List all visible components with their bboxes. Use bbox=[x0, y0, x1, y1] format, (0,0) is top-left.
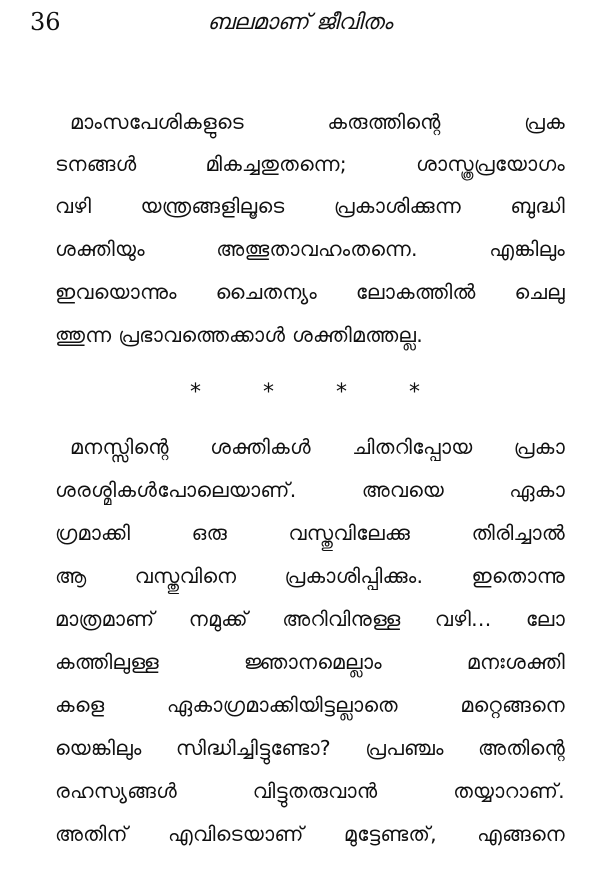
paragraph-line: ശക്തിയും അത്ഭുതാവഹംതന്നെ. എങ്കിലും bbox=[55, 237, 565, 261]
paragraph-line: കത്തിലുള്ള ജ്ഞാനമെല്ലാം മനഃശക്തി bbox=[55, 650, 565, 674]
paragraph-line: യെങ്കിലും സിദ്ധിച്ചിട്ടുണ്ടോ? പ്രപഞ്ചം അതിന്റെ bbox=[55, 736, 565, 760]
separator-star: * bbox=[336, 380, 347, 405]
paragraph-line: കളെ ഏകാഗ്രമാക്കിയിട്ടല്ലാതെ മറ്റെങ്ങനെ bbox=[55, 693, 565, 717]
separator-star: * bbox=[409, 380, 420, 405]
paragraph-line: ഗ്രമാക്കി ഒരു വസ്തുവിലേക്കു തിരിച്ചാൽ bbox=[55, 521, 565, 545]
paragraph-line: ഇവയൊന്നും ചൈതന്യം ലോകത്തിൽ ചെലു bbox=[55, 280, 565, 304]
running-title: ബലമാണ് ജീവിതം bbox=[207, 10, 393, 35]
separator-star: * bbox=[263, 380, 274, 405]
paragraph-line: വഴി യന്ത്രങ്ങളിലൂടെ പ്രകാശിക്കുന്ന ബുദ്ധി bbox=[55, 194, 565, 218]
paragraph-line: ആ വസ്തുവിനെ പ്രകാശിപ്പിക്കും. ഇതൊന്നു bbox=[55, 564, 565, 588]
page-number: 36 bbox=[30, 8, 61, 36]
paragraph-line: അതിന് എവിടെയാണ് മുട്ടേണ്ടത്, എങ്ങനെ bbox=[55, 822, 565, 846]
section-separator bbox=[190, 380, 420, 405]
paragraph-line: ശരശ്മികൾപോലെയാണ്. അവയെ ഏകാ bbox=[55, 478, 565, 502]
separator-star: * bbox=[190, 380, 201, 405]
paragraph-line: രഹസ്യങ്ങൾ വിട്ടുതരുവാൻ തയ്യാറാണ്. bbox=[55, 779, 565, 803]
page-header bbox=[30, 8, 570, 48]
paragraph-line: ടനങ്ങൾ മികച്ചതുതന്നെ; ശാസ്ത്രപ്രയോഗം bbox=[55, 152, 565, 176]
paragraph-line: ത്തുന്ന പ്രഭാവത്തെക്കാൾ ശക്തിമത്തല്ല. bbox=[55, 323, 424, 347]
paragraph-line: മനസ്സിന്റെ ശക്തികൾ ചിതറിപ്പോയ പ്രകാ bbox=[70, 435, 565, 459]
paragraph-line: മാംസപേശികളുടെ കരുത്തിന്റെ പ്രക bbox=[70, 110, 565, 134]
paragraph-line: മാത്രമാണ് നമുക്ക് അറിവിനുള്ള വഴി... ലോ bbox=[55, 607, 565, 631]
